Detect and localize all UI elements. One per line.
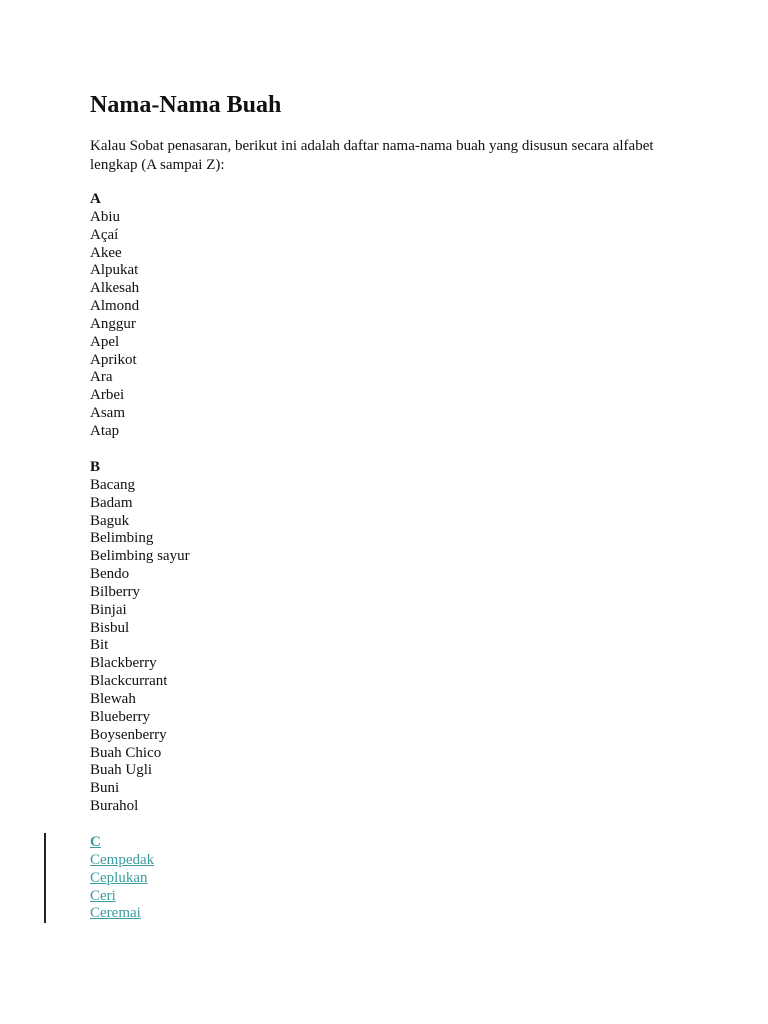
fruit-item: Atap — [90, 422, 120, 439]
fruit-item: Apel — [90, 333, 120, 350]
fruit-item: Bacang — [90, 476, 135, 493]
fruit-link[interactable]: Cempedak — [90, 851, 155, 868]
fruit-item: Anggur — [90, 315, 136, 332]
section-letter-b: B — [90, 459, 101, 475]
fruit-item: Asam — [90, 405, 125, 422]
fruit-item: Blackberry — [90, 655, 157, 672]
selection-margin-line — [44, 833, 46, 923]
fruit-link[interactable]: Ceplukan — [90, 869, 148, 886]
fruit-item: Belimbing sayur — [90, 548, 190, 565]
section-b — [90, 459, 190, 816]
fruit-link[interactable]: Ceremai — [90, 905, 141, 922]
section-letter-c[interactable]: C — [90, 834, 101, 850]
fruit-item: Akee — [90, 244, 122, 261]
fruit-item: Baguk — [90, 512, 130, 529]
intro-paragraph: Kalau Sobat penasaran, berikut ini adalah daftar nama-nama buah yang disusun secara alfabet lengkap (A sampai Z): — [90, 138, 654, 173]
fruit-item: Buni — [90, 780, 120, 797]
fruit-item: Aprikot — [90, 351, 137, 368]
fruit-link[interactable]: Ceri — [90, 887, 116, 904]
fruit-item: Abiu — [90, 208, 120, 225]
fruit-item: Bilberry — [90, 583, 140, 600]
section-letter-a: A — [90, 191, 101, 207]
fruit-item: Blackcurrant — [90, 673, 168, 690]
fruit-item: Blewah — [90, 690, 136, 707]
fruit-item: Bendo — [90, 566, 130, 583]
fruit-item: Burahol — [90, 798, 139, 815]
fruit-item: Buah Ugli — [90, 762, 153, 779]
fruit-item: Alpukat — [90, 262, 139, 279]
fruit-item: Binjai — [90, 601, 127, 618]
fruit-item: Badam — [90, 494, 133, 511]
fruit-item: Buah Chico — [90, 744, 162, 761]
section-c — [90, 834, 154, 923]
page-title: Nama-Nama Buah — [90, 92, 282, 118]
fruit-item: Arbei — [90, 387, 125, 404]
fruit-item: Boysenberry — [90, 726, 167, 743]
fruit-item: Blueberry — [90, 708, 150, 725]
fruit-item: Alkesah — [90, 280, 140, 297]
fruit-item: Bit — [90, 637, 109, 654]
fruit-item: Ara — [90, 369, 113, 386]
fruit-item: Belimbing — [90, 530, 154, 547]
fruit-item: Bisbul — [90, 619, 130, 636]
fruit-item: Almond — [90, 298, 140, 315]
fruit-item: Açaí — [90, 226, 119, 243]
section-a — [90, 191, 139, 441]
